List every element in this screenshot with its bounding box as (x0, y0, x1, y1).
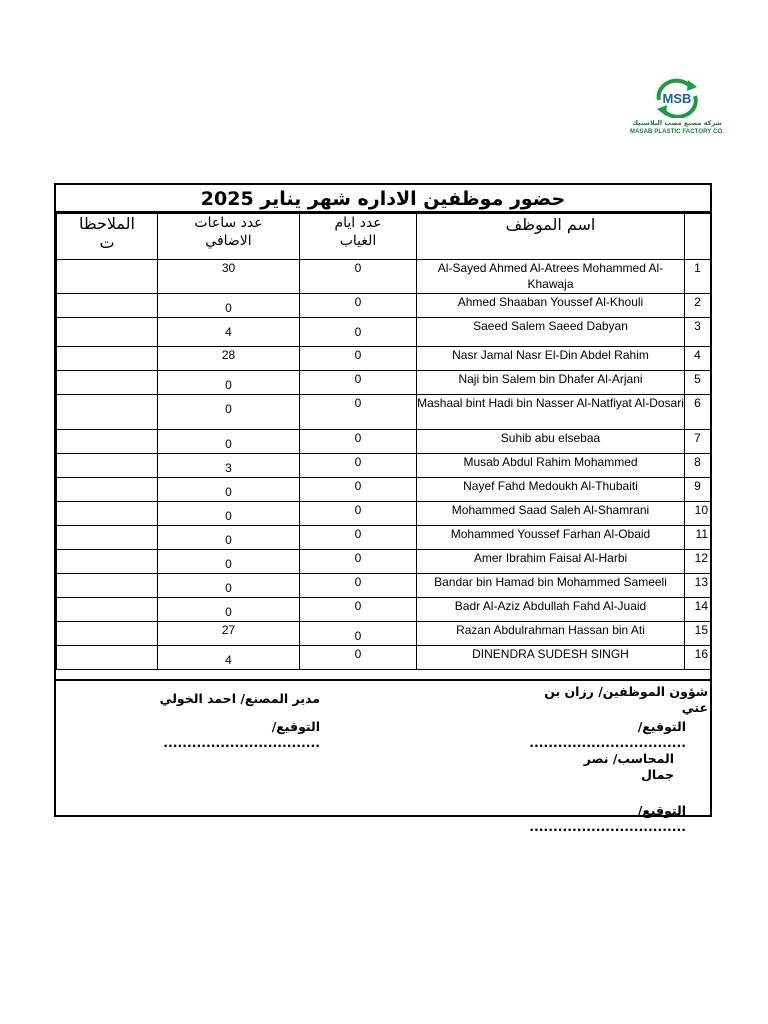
attendance-table (56, 213, 711, 670)
table-row (57, 550, 711, 574)
cell-overtime: 4 (158, 318, 300, 347)
cell-employee-name: Ahmed Shaaban Youssef Al-Khouli (417, 294, 685, 318)
cell-absence: 0 (300, 550, 417, 574)
header-overtime (158, 214, 300, 260)
cell-notes (57, 646, 158, 670)
cell-row-number: 2 (685, 294, 711, 318)
cell-employee-name: Suhib abu elsebaa (417, 430, 685, 454)
cell-notes (57, 526, 158, 550)
cell-overtime: 28 (158, 347, 300, 371)
table-row (57, 622, 711, 646)
cell-overtime: 0 (158, 526, 300, 550)
table-row (57, 395, 711, 430)
cell-overtime: 0 (158, 478, 300, 502)
cell-overtime: 0 (158, 550, 300, 574)
cell-employee-name: Nayef Fahd Medoukh Al-Thubaiti (417, 478, 685, 502)
table-row (57, 526, 711, 550)
cell-absence: 0 (300, 371, 417, 395)
header-absence-label: عدد ايام الغياب (334, 215, 382, 249)
hr-affairs-label: شؤون الموظفين/ رزان بن عتي (544, 684, 708, 715)
cell-absence: 0 (300, 430, 417, 454)
table-row (57, 454, 711, 478)
cell-overtime: 0 (158, 430, 300, 454)
header-number (685, 214, 711, 260)
table-row (57, 430, 711, 454)
cell-notes (57, 622, 158, 646)
cell-row-number: 13 (685, 574, 711, 598)
table-row (57, 574, 711, 598)
accountant-label: المحاسب/ نصر جمال (583, 751, 674, 782)
cell-row-number: 6 (685, 395, 711, 430)
cell-overtime: 30 (158, 260, 300, 294)
cell-notes (57, 371, 158, 395)
table-row (57, 347, 711, 371)
cell-row-number: 10 (685, 502, 711, 526)
cell-notes (57, 574, 158, 598)
accountant-signature-line: التوقيع/ ................................. (529, 803, 686, 834)
cell-notes (57, 454, 158, 478)
cell-overtime: 4 (158, 646, 300, 670)
cell-row-number: 11 (685, 526, 711, 550)
hr-signature-line: التوقيع/ ................................. (529, 719, 686, 750)
cell-absence: 0 (300, 347, 417, 371)
cell-notes (57, 260, 158, 294)
cell-employee-name: Amer Ibrahim Faisal Al-Harbi (417, 550, 685, 574)
factory-manager-label: مدير المصنع/ احمد الخولي (159, 691, 320, 706)
cell-notes (57, 598, 158, 622)
cell-notes (57, 395, 158, 430)
cell-employee-name: Bandar bin Hamad bin Mohammed Sameeli (417, 574, 685, 598)
table-row (57, 294, 711, 318)
cell-employee-name: Saeed Salem Saeed Dabyan (417, 318, 685, 347)
cell-employee-name: Musab Abdul Rahim Mohammed (417, 454, 685, 478)
table-row (57, 646, 711, 670)
cell-notes (57, 502, 158, 526)
cell-notes (57, 550, 158, 574)
cell-absence: 0 (300, 294, 417, 318)
manager-signature-line: التوقيع/ ................................. (163, 719, 320, 750)
table-row (57, 260, 711, 294)
table-header-row (57, 214, 711, 260)
cell-overtime: 0 (158, 294, 300, 318)
logo-initials: MSB (662, 91, 692, 106)
logo-arabic-name: شركة مصنع مصب البلاستيك (632, 119, 722, 127)
cell-employee-name: Nasr Jamal Nasr El-Din Abdel Rahim (417, 347, 685, 371)
company-logo (622, 78, 732, 140)
cell-notes (57, 318, 158, 347)
cell-employee-name: Badr Al-Aziz Abdullah Fahd Al-Juaid (417, 598, 685, 622)
cell-employee-name: Naji bin Salem bin Dhafer Al-Arjani (417, 371, 685, 395)
cell-row-number: 16 (685, 646, 711, 670)
header-absence (300, 214, 417, 260)
cell-overtime: 0 (158, 371, 300, 395)
cell-absence: 0 (300, 526, 417, 550)
cell-absence: 0 (300, 260, 417, 294)
cell-absence: 0 (300, 395, 417, 430)
cell-absence: 0 (300, 622, 417, 646)
cell-overtime: 27 (158, 622, 300, 646)
cell-absence: 0 (300, 598, 417, 622)
header-overtime-label: عدد ساعات الاضافي (194, 215, 263, 249)
cell-employee-name: Mashaal bint Hadi bin Nasser Al-Natfiyat Al-Dosari (417, 395, 685, 430)
cell-notes (57, 294, 158, 318)
recycle-logo-icon (650, 78, 704, 118)
cell-row-number: 1 (685, 260, 711, 294)
table-row (57, 502, 711, 526)
cell-notes (57, 478, 158, 502)
table-row (57, 478, 711, 502)
cell-overtime: 3 (158, 454, 300, 478)
cell-employee-name: Mohammed Saad Saleh Al-Shamrani (417, 502, 685, 526)
cell-absence: 0 (300, 502, 417, 526)
cell-notes (57, 347, 158, 371)
cell-employee-name: DINENDRA SUDESH SINGH (417, 646, 685, 670)
cell-row-number: 7 (685, 430, 711, 454)
cell-overtime: 0 (158, 574, 300, 598)
cell-absence: 0 (300, 646, 417, 670)
cell-overtime: 0 (158, 395, 300, 430)
header-notes-label: الملاحظات (78, 214, 135, 252)
signature-section (56, 679, 710, 834)
cell-employee-name: Razan Abdulrahman Hassan bin Ati (417, 622, 685, 646)
cell-employee-name: Al-Sayed Ahmed Al-Atrees Mohammed Al-Khawaja (417, 260, 685, 294)
cell-row-number: 8 (685, 454, 711, 478)
cell-absence: 0 (300, 318, 417, 347)
cell-row-number: 3 (685, 318, 711, 347)
table-row (57, 318, 711, 347)
sheet-title: حضور موظفين الاداره شهر يناير 2025 (56, 185, 710, 213)
header-notes (57, 214, 158, 260)
header-employee-name: اسم الموظف (417, 214, 685, 260)
cell-absence: 0 (300, 574, 417, 598)
cell-notes (57, 430, 158, 454)
cell-row-number: 9 (685, 478, 711, 502)
table-row (57, 598, 711, 622)
cell-overtime: 0 (158, 502, 300, 526)
cell-absence: 0 (300, 454, 417, 478)
cell-overtime: 0 (158, 598, 300, 622)
attendance-sheet (54, 183, 712, 834)
cell-row-number: 15 (685, 622, 711, 646)
table-row (57, 371, 711, 395)
cell-absence: 0 (300, 478, 417, 502)
logo-english-name: MASAB PLASTIC FACTORY CO. (629, 129, 725, 135)
cell-employee-name: Mohammed Youssef Farhan Al-Obaid (417, 526, 685, 550)
cell-row-number: 12 (685, 550, 711, 574)
cell-row-number: 4 (685, 347, 711, 371)
cell-row-number: 14 (685, 598, 711, 622)
cell-row-number: 5 (685, 371, 711, 395)
